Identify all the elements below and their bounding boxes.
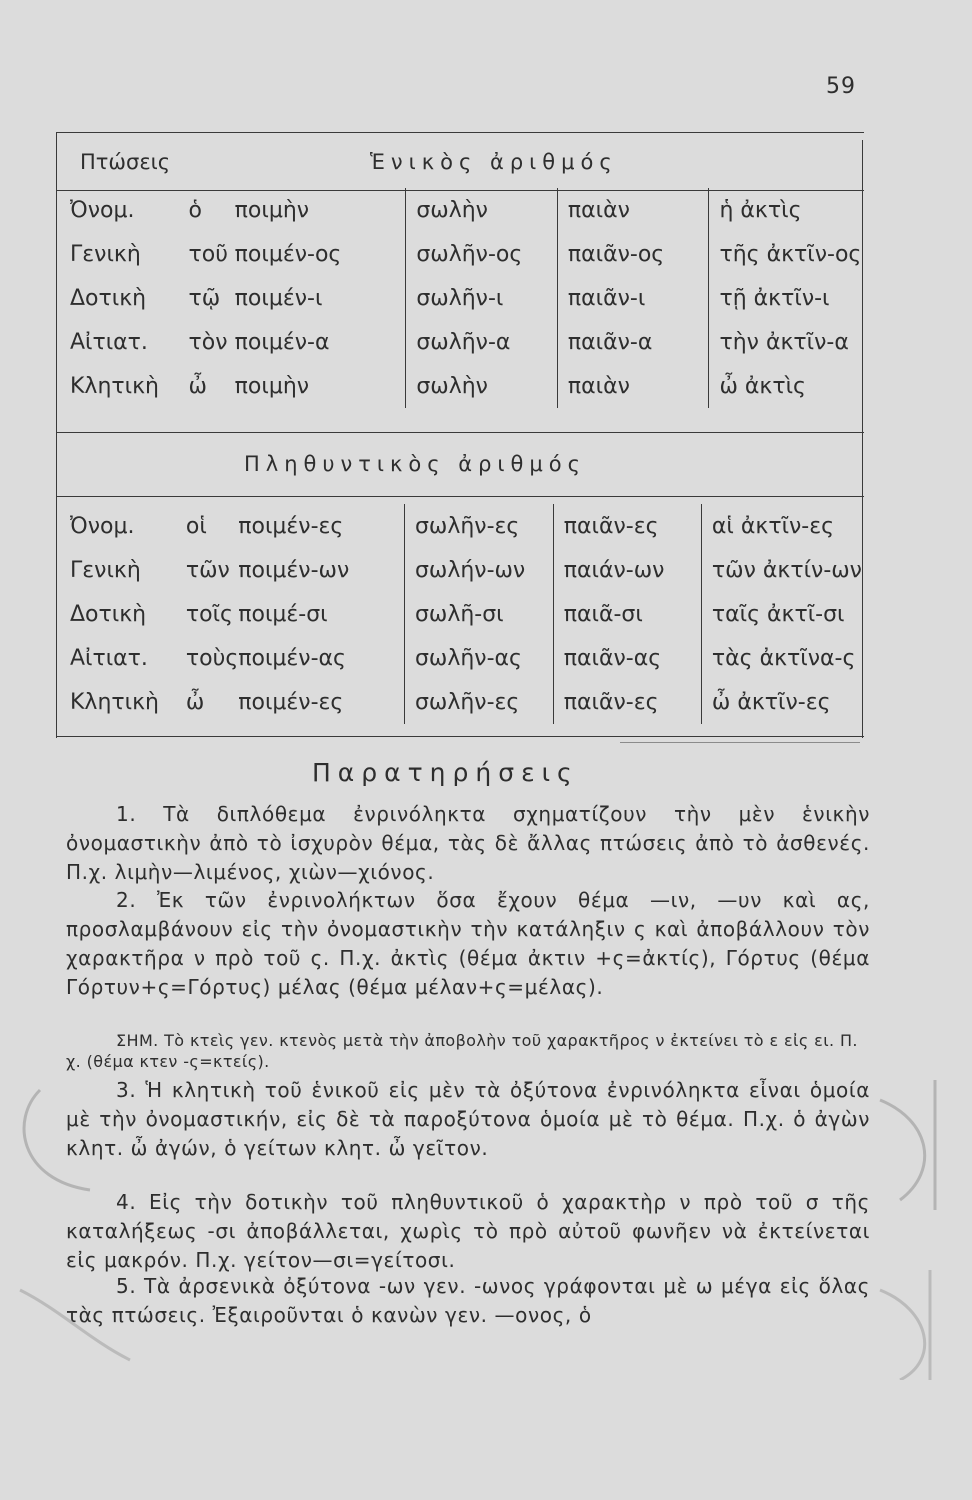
table-top-rule — [56, 132, 864, 133]
form-poimen: ποιμὴν — [234, 373, 310, 399]
form-poimen: ποιμέν-ι — [234, 285, 323, 311]
form-poimen: ποιμέν-α — [234, 329, 330, 355]
article: οἱ — [185, 513, 207, 539]
table-row — [58, 680, 862, 724]
form-paian: παιὰν — [557, 364, 709, 408]
table-row — [58, 592, 862, 636]
form-aktis: ταῖς ἀκτῖ-σι — [701, 592, 862, 636]
form-paian: παιάν-ων — [553, 548, 701, 592]
table-row — [58, 320, 862, 364]
case-label: Ὀνομ. — [70, 513, 135, 539]
form-paian: παιᾶν-α — [557, 320, 709, 364]
form-paian: παιὰν — [557, 188, 709, 232]
form-paian: παιᾶν-ος — [557, 232, 709, 276]
note-sem: ΣΗΜ. Τὸ κτεὶς γεν. κτενὸς μετὰ τὴν ἀποβολὴν τοῦ χαρακτῆρος ν ἐκτείνει τὸ ε εἰς ει. Π. χ. (θέμα κτεν -ς=κτείς). — [66, 1031, 858, 1071]
form-poimen: ποιμέν-ας — [238, 645, 346, 671]
form-aktis: τῶν ἀκτίν-ων — [701, 548, 862, 592]
form-aktis: αἱ ἀκτῖν-ες — [701, 504, 862, 548]
note-3: 3. Ἡ κλητικὴ τοῦ ἑνικοῦ εἰς μὲν τὰ ὀξύτονα ἐνρινόληκτα εἶναι ὁμοία μὲ τὴν ὀνομαστικήν, εἰς δὲ τὰ παροξύτονα ὁμοία μὲ τὸ θέμα. Π.χ. ὁ ἀγὼν κλητ. ὦ ἀγών, ὁ γείτων κλητ. ὦ γεῖτον. — [66, 1078, 870, 1160]
form-aktis: ἡ ἀκτὶς — [709, 188, 862, 232]
note-1: 1. Τὰ διπλόθεμα ἐνρινόληκτα σχηματίζουν τὴν μὲν ἑνικὴν ὀνομαστικὴν ἀπὸ τὸ ἰσχυρὸν θέμα, τὰς δὲ ἄλλας πτώσεις ἀπὸ τὸ ἀσθενές. Π.χ. λιμὴν—λιμένος, χιὼν—χιόνος. — [66, 802, 870, 884]
form-poimen: ποιμέν-ες — [238, 689, 344, 715]
article: ὁ — [188, 197, 202, 223]
table-row — [58, 188, 862, 232]
form-aktis: ὦ ἀκτῖν-ες — [701, 680, 862, 724]
form-aktis: τὴν ἀκτῖν-α — [709, 320, 862, 364]
notes-title: Παρατηρήσεις — [312, 758, 579, 787]
page-number: 59 — [826, 74, 856, 99]
table-row — [58, 276, 862, 320]
case-label: Αἰτιατ. — [70, 645, 148, 671]
article: τῶν — [185, 557, 230, 583]
form-solen: σωλῆν-ες — [404, 504, 553, 548]
form-solen: σωλὴν — [406, 188, 558, 232]
table-row — [58, 232, 862, 276]
form-paian: παιᾶν-ες — [553, 504, 701, 548]
case-label: Γενικὴ — [70, 241, 141, 267]
form-aktis: τῆς ἀκτῖν-ος — [709, 232, 862, 276]
article: τοὺς — [185, 645, 239, 671]
form-poimen: ποιμὴν — [234, 197, 310, 223]
form-poimen: ποιμέ-σι — [238, 601, 328, 627]
singular-bottom-rule — [56, 432, 864, 433]
case-label: Δοτικὴ — [70, 285, 147, 311]
table-right-border — [862, 140, 863, 738]
article: τοῦ — [188, 241, 228, 267]
form-solen: σωλῆν-ες — [404, 680, 553, 724]
case-label: Κλητικὴ — [70, 373, 159, 399]
table-row — [58, 636, 862, 680]
note-5: 5. Τὰ ἀρσενικὰ ὀξύτονα -ων γεν. -ωνος γράφονται μὲ ω μέγα εἰς ὅλας τὰς πτώσεις. Ἐξαιροῦνται ὁ κανὼν γεν. —ονος, ὁ — [66, 1274, 870, 1327]
case-label: Γενικὴ — [70, 557, 141, 583]
form-poimen: ποιμέν-ος — [234, 241, 342, 267]
table-left-border — [56, 132, 57, 738]
note-2: 2. Ἐκ τῶν ἐνρινολήκτων ὅσα ἔχουν θέμα —ιν, —υν καὶ ας, προσλαμβάνουν εἰς τὴν ὀνομαστικὴν τὴν κατάληξιν ς καὶ ἀποβάλλουν τὸν χαρακτῆρα ν πρὸ τοῦ ς. Π.χ. ἀκτὶς (θέμα ἀκτιν +ς=ἀκτίς), Γόρτυς (θέμα Γόρτυν+ς=Γόρτυς) μέλας (θέμα μέλαν+ς=μέλας). — [66, 888, 870, 999]
case-label: Ὀνομ. — [70, 197, 135, 223]
form-solen: σωλῆν-ι — [406, 276, 558, 320]
article: ὦ — [188, 373, 207, 399]
table-bottom-rule — [56, 736, 864, 737]
table-row — [58, 504, 862, 548]
form-solen: σωλῆν-ας — [404, 636, 553, 680]
form-paian: παιᾶν-ες — [553, 680, 701, 724]
form-paian: παιᾶν-ι — [557, 276, 709, 320]
form-aktis: τὰς ἀκτῖνα-ς — [701, 636, 862, 680]
form-aktis: τῇ ἀκτῖν-ι — [709, 276, 862, 320]
header-singular: Ἑνικὸς ἀριθμός — [370, 150, 618, 174]
form-solen: σωλὴν — [406, 364, 558, 408]
table-row — [58, 364, 862, 408]
title-underline — [620, 742, 860, 743]
article: τοῖς — [185, 601, 233, 627]
singular-table — [58, 188, 862, 408]
table-row — [58, 548, 862, 592]
case-label: Δοτικὴ — [70, 601, 147, 627]
form-solen: σωλήν-ων — [404, 548, 553, 592]
header-plural: Πληθυντικὸς ἀριθμός — [244, 452, 586, 476]
header-case: Πτώσεις — [80, 150, 171, 174]
plural-header-rule — [56, 496, 864, 497]
case-label: Αἰτιατ. — [70, 329, 148, 355]
form-solen: σωλῆν-ος — [406, 232, 558, 276]
article: τὸν — [188, 329, 228, 355]
form-solen: σωλῆ-σι — [404, 592, 553, 636]
article: ὦ — [185, 689, 205, 715]
form-aktis: ὦ ἀκτὶς — [709, 364, 862, 408]
article: τῷ — [188, 285, 221, 311]
plural-table — [58, 504, 862, 724]
note-4: 4. Εἰς τὴν δοτικὴν τοῦ πληθυντικοῦ ὁ χαρακτὴρ ν πρὸ τοῦ σ τῆς καταλήξεως -σι ἀποβάλλεται, χωρὶς τὸ πρὸ αὐτοῦ φωνῆεν νὰ ἐκτείνεται εἰς μακρόν. Π.χ. γείτον—σι=γείτοσι. — [66, 1190, 870, 1272]
form-poimen: ποιμέν-ες — [238, 513, 344, 539]
form-poimen: ποιμέν-ων — [238, 557, 350, 583]
form-paian: παιᾶν-ας — [553, 636, 701, 680]
form-paian: παιᾶ-σι — [553, 592, 701, 636]
case-label: Κλητικὴ — [70, 689, 159, 715]
form-solen: σωλῆν-α — [406, 320, 558, 364]
